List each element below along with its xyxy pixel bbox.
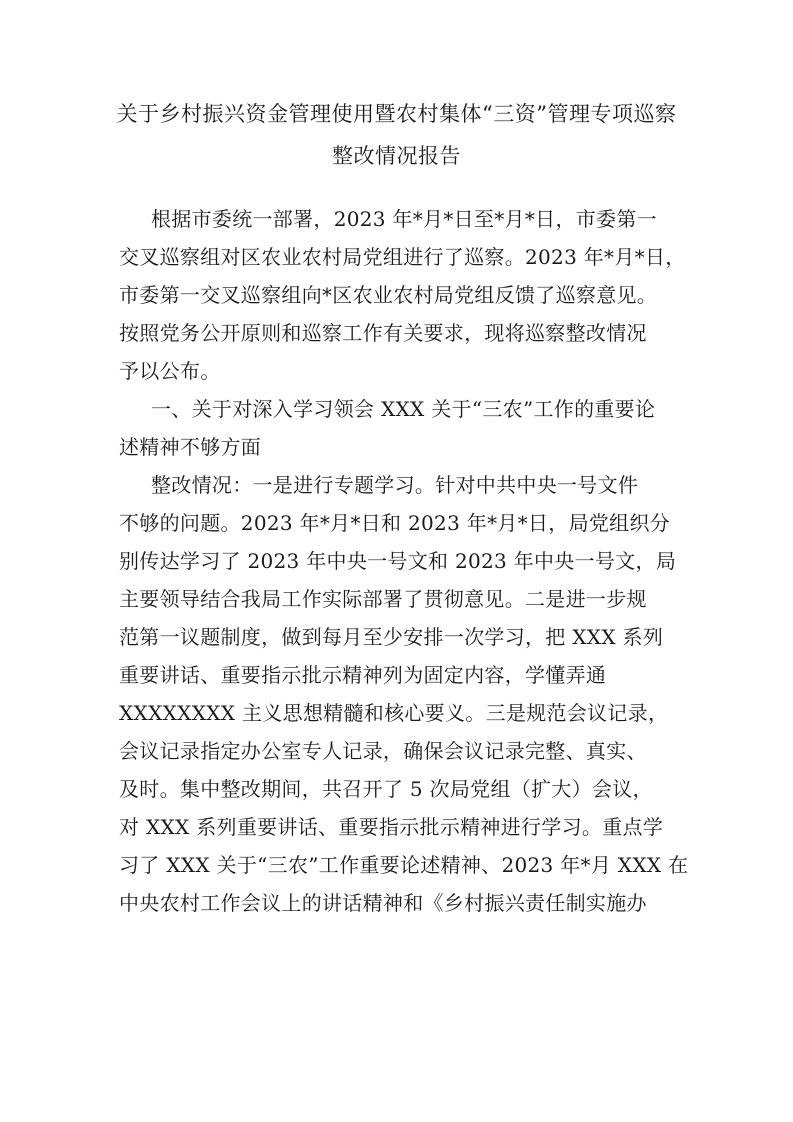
- body-line: 范第一议题制度，做到每月至少安排一次学习，把 XXX 系列: [119, 625, 664, 649]
- body-line: 根据市委统一部署，2023 年*月*日至*月*日，市委第一: [151, 207, 657, 231]
- body-line: 别传达学习了 2023 年中央一号文和 2023 年中央一号文，局: [119, 549, 677, 573]
- body-line: 主要领导结合我局工作实际部署了贯彻意见。二是进一步规: [119, 587, 647, 611]
- body-line: 予以公布。: [119, 359, 221, 383]
- body-line: 重要讲话、重要指示批示精神列为固定内容，学懂弄通: [119, 663, 607, 687]
- body-line: 对 XXX 系列重要讲话、重要指示批示精神进行学习。重点学: [119, 815, 664, 839]
- document-title-line-1: 关于乡村振兴资金管理使用暨农村集体“三资”管理专项巡察: [116, 102, 677, 126]
- body-line: 会议记录指定办公室专人记录，确保会议记录完整、真实、: [119, 739, 647, 763]
- document-title-line-2: 整改情况报告: [332, 144, 461, 168]
- body-line: 市委第一交叉巡察组向*区农业农村局党组反馈了巡察意见。: [119, 283, 658, 307]
- body-line: 及时。集中整改期间，共召开了 5 次局党组（扩大）会议，: [119, 777, 653, 801]
- document-body: [119, 200, 689, 922]
- body-line: 中央农村工作会议上的讲话精神和《乡村振兴责任制实施办: [119, 891, 647, 915]
- body-line: 习了 XXX 关于“三农”工作重要论述精神、2023 年*月 XXX 在: [119, 853, 689, 877]
- section-heading-line: 一、关于对深入学习领会 XXX 关于“三农”工作的重要论: [151, 397, 656, 421]
- body-line: XXXXXXXX 主义思想精髓和核心要义。三是规范会议记录，: [119, 701, 669, 725]
- section-heading-line: 述精神不够方面: [119, 435, 262, 459]
- body-line: 交叉巡察组对区农业农村局党组进行了巡察。2023 年*月*日，: [119, 245, 686, 269]
- body-line: 不够的问题。2023 年*月*日和 2023 年*月*日，局党组织分: [119, 511, 671, 535]
- body-line: 整改情况：一是进行专题学习。针对中共中央一号文件: [151, 473, 639, 497]
- body-line: 按照党务公开原则和巡察工作有关要求，现将巡察整改情况: [119, 321, 647, 345]
